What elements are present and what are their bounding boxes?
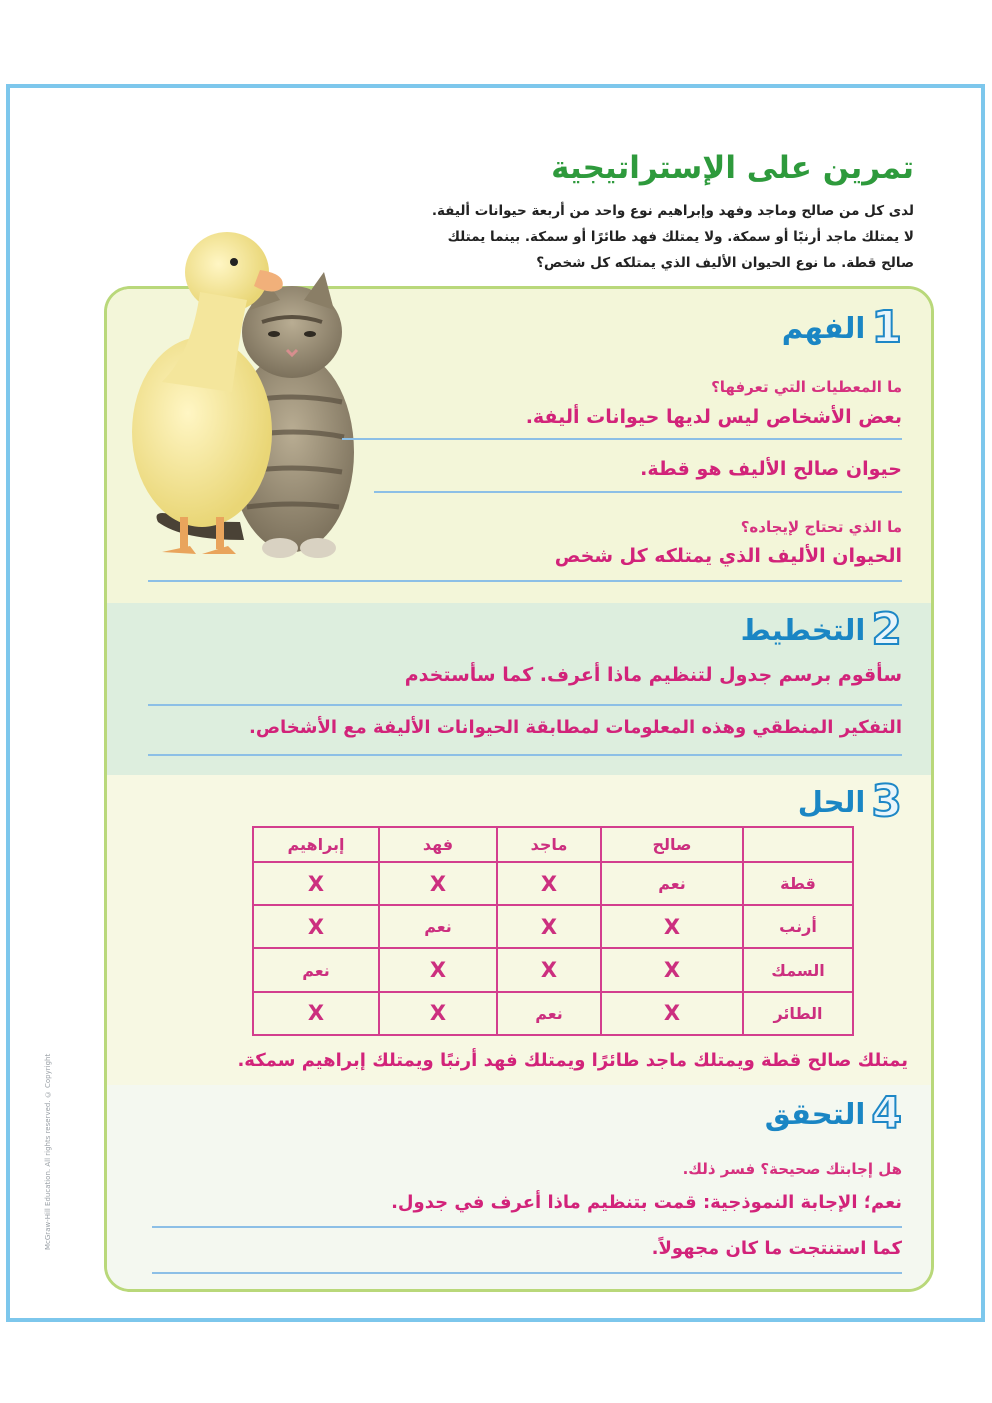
table-header-cell: فهد	[379, 827, 497, 862]
answer-line: كما استنتجت ما كان مجهولاً.	[651, 1238, 902, 1259]
answer-rule	[152, 1272, 902, 1274]
answer-line: نعم؛ الإجابة النموذجية: قمت بتنظيم ماذا أعرف في جدول.	[391, 1192, 902, 1213]
table-cell: X	[379, 992, 497, 1035]
answer-rule	[152, 1226, 902, 1228]
table-cell: X	[379, 862, 497, 905]
table-cell: نعم	[601, 862, 743, 905]
table-row	[253, 948, 853, 991]
section-heading-plan	[740, 604, 902, 655]
section-heading-solve	[797, 776, 902, 827]
step-number-2: 2	[871, 604, 902, 655]
solution-conclusion: يمتلك صالح قطة ويمتلك ماجد طائرًا ويمتلك فهد أرنبًا ويمتلك إبراهيم سمكة.	[237, 1050, 908, 1071]
table-cell: X	[601, 905, 743, 948]
section-title-check: التحقق	[764, 1097, 866, 1131]
step-number-3: 3	[871, 776, 902, 827]
answer-line: حيوان صالح الأليف هو قطة.	[640, 458, 902, 480]
table-header-cell: إبراهيم	[253, 827, 379, 862]
table-cell: نعم	[497, 992, 601, 1035]
intro-text	[394, 198, 914, 276]
section-heading-understand	[781, 302, 902, 353]
answer-rule	[342, 438, 902, 440]
table-cell: X	[601, 992, 743, 1035]
intro-line: لدى كل من صالح وماجد وفهد وإبراهيم نوع واحد من أربعة حيوانات أليفة.	[431, 203, 914, 219]
page-title: تمرين على الإستراتيجية	[551, 150, 914, 186]
section-title-plan: التخطيط	[740, 613, 866, 647]
plan-line: التفكير المنطقي وهذه المعلومات لمطابقة الحيوانات الأليفة مع الأشخاص.	[248, 717, 902, 738]
table-row	[253, 862, 853, 905]
table-cell: X	[497, 948, 601, 991]
table-header-cell: صالح	[601, 827, 743, 862]
table-header-cell: ماجد	[497, 827, 601, 862]
section-heading-check	[764, 1088, 902, 1139]
row-label-cell: الطائر	[743, 992, 853, 1035]
table-cell: X	[379, 948, 497, 991]
table-cell: X	[497, 862, 601, 905]
answer-rule	[148, 754, 902, 756]
step-number-4: 4	[871, 1088, 902, 1139]
question-to-find: ما الذي تحتاج لإيجاده؟	[740, 518, 902, 536]
answer-rule	[148, 704, 902, 706]
table-row	[253, 905, 853, 948]
table-header-row	[253, 827, 853, 862]
table-cell: نعم	[253, 948, 379, 991]
intro-line: لا يمتلك ماجد أرنبًا أو سمكة. ولا يمتلك فهد طائرًا أو سمكة. بينما يمتلك	[447, 229, 914, 245]
table-cell: X	[253, 992, 379, 1035]
section-title-understand: الفهم	[781, 311, 866, 345]
table-cell: X	[497, 905, 601, 948]
section-title-solve: الحل	[797, 785, 866, 819]
duck-and-cat-photo	[122, 222, 372, 567]
table-cell: X	[253, 905, 379, 948]
step-number-1: 1	[871, 302, 902, 353]
row-label-cell: قطة	[743, 862, 853, 905]
answer-line: الحيوان الأليف الذي يمتلكه كل شخص	[554, 545, 902, 567]
intro-line: صالح قطة. ما نوع الحيوان الأليف الذي يمتلكه كل شخص؟	[536, 255, 914, 271]
table-cell: نعم	[379, 905, 497, 948]
table-cell: X	[601, 948, 743, 991]
question-check: هل إجابتك صحيحة؟ فسر ذلك.	[682, 1160, 902, 1178]
logic-table	[252, 826, 854, 1036]
plan-line: سأقوم برسم جدول لتنظيم ماذا أعرف. كما سأستخدم	[404, 664, 902, 686]
row-label-cell: أرنب	[743, 905, 853, 948]
table-cell: X	[253, 862, 379, 905]
answer-line: بعض الأشخاص ليس لديها حيوانات أليفة.	[525, 406, 902, 428]
table-corner-cell	[743, 827, 853, 862]
row-label-cell: السمك	[743, 948, 853, 991]
question-known-data: ما المعطيات التي تعرفها؟	[711, 378, 902, 396]
copyright-notice: McGraw-Hill Education. All rights reserved. © Copyright	[44, 1053, 52, 1250]
answer-rule	[148, 580, 902, 582]
answer-rule	[374, 491, 902, 493]
table-row	[253, 992, 853, 1035]
